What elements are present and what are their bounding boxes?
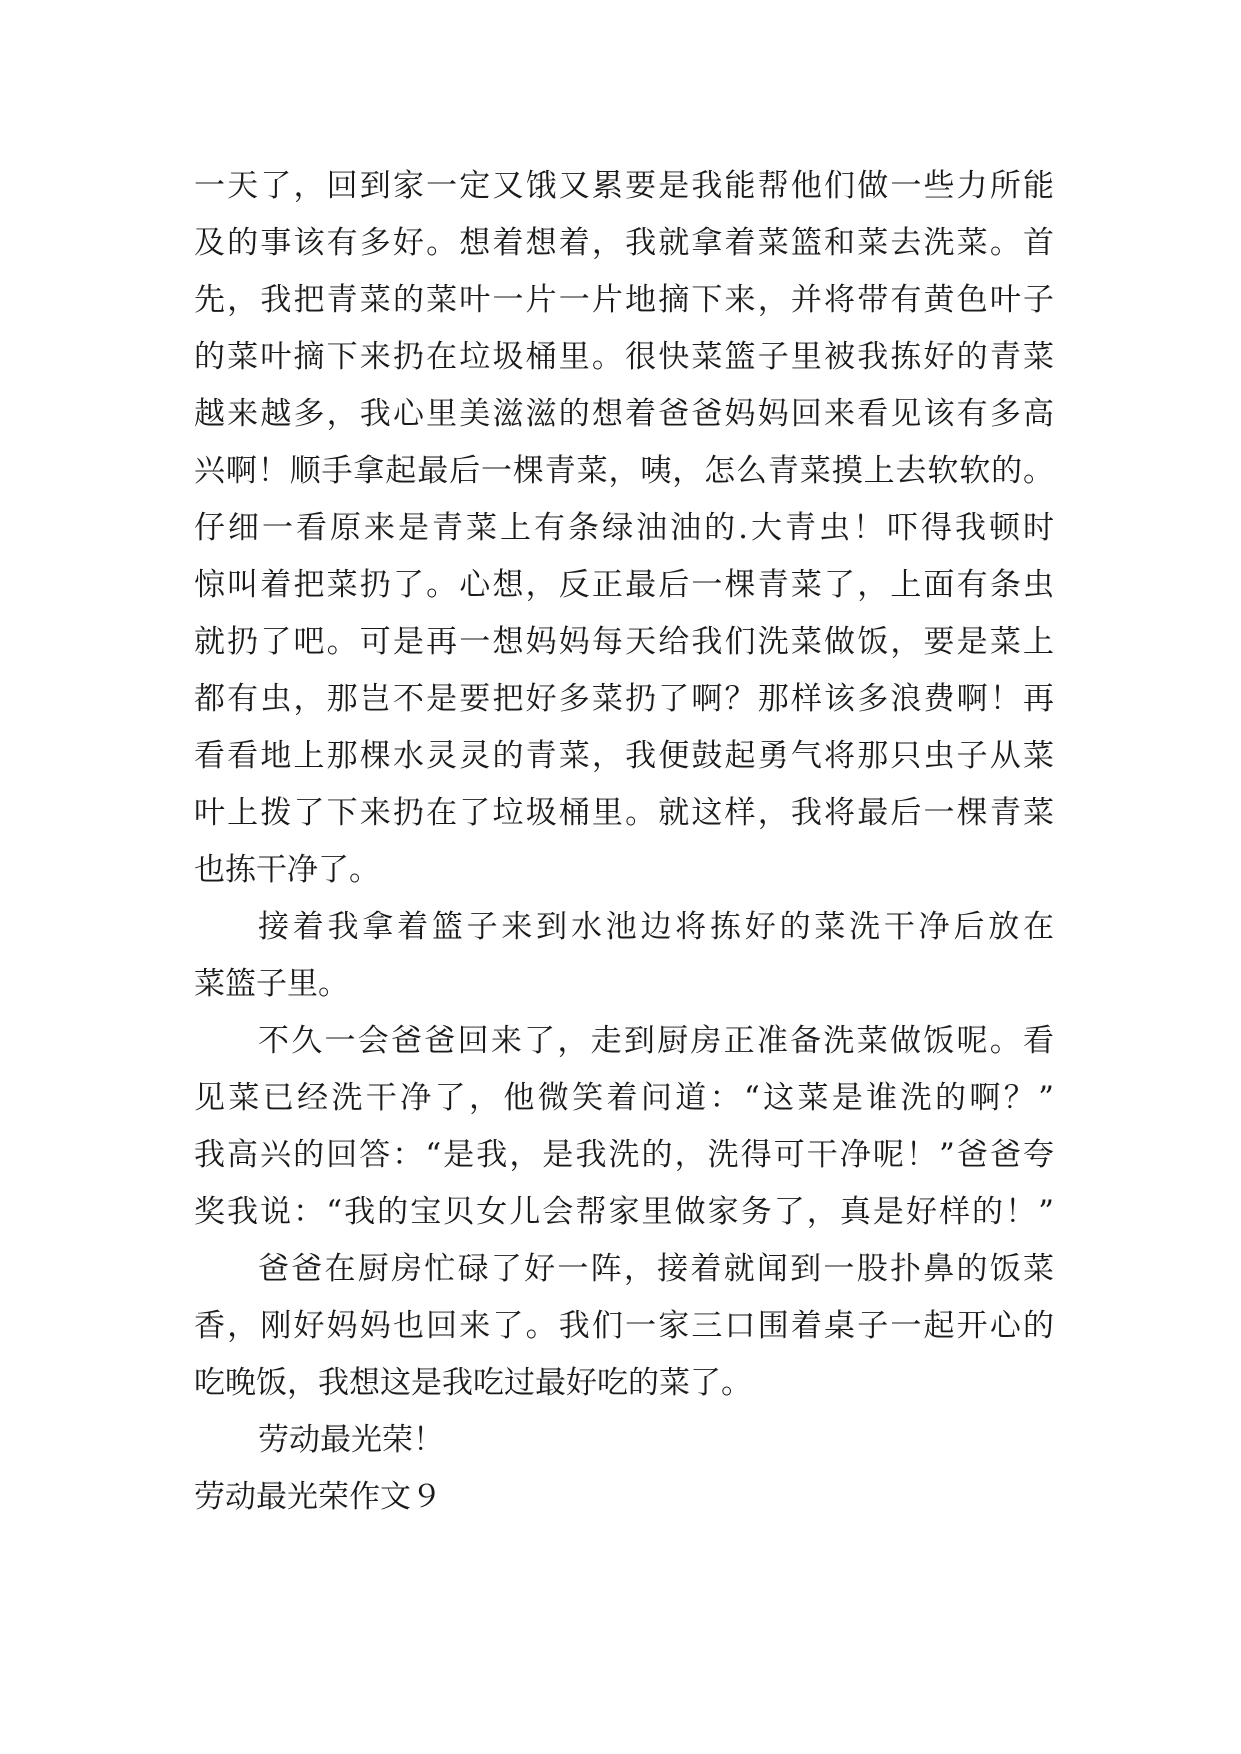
paragraph-line: 菜篮子里。 [194,966,349,1002]
paragraph-line: 接着我拿着篮子来到水池边将拣好的菜洗干净后放在 [258,909,1054,945]
paragraph-line: 香，刚好妈妈也回来了。我们一家三口围着桌子一起开心的 [194,1308,1054,1344]
paragraph-line: 奖我说：“我的宝贝女儿会帮家里做家务了，真是好样的！” [194,1194,1054,1230]
paragraph-line: 先，我把青菜的菜叶一片一片地摘下来，并将带有黄色叶子 [194,282,1054,318]
paragraph-line: 也拣干净了。 [194,852,380,888]
paragraph-line: 叶上拨了下来扔在了垃圾桶里。就这样，我将最后一棵青菜 [194,795,1054,831]
paragraph-line: 惊叫着把菜扔了。心想，反正最后一棵青菜了，上面有条虫 [194,567,1054,603]
paragraph-line: 劳动最光荣！ [258,1422,444,1458]
paragraph-line: 爸爸在厨房忙碌了好一阵，接着就闻到一股扑鼻的饭菜 [258,1251,1054,1287]
paragraph-line: 吃晚饭，我想这是我吃过最好吃的菜了。 [194,1365,752,1401]
next-essay-title: 劳动最光荣作文９ [194,1479,442,1515]
paragraph-line: 兴啊！顺手拿起最后一棵青菜，咦，怎么青菜摸上去软软的。 [194,453,1054,489]
paragraph-line: 一天了，回到家一定又饿又累要是我能帮他们做一些力所能 [194,168,1054,204]
paragraph-line: 看看地上那棵水灵灵的青菜，我便鼓起勇气将那只虫子从菜 [194,738,1054,774]
paragraph-line: 及的事该有多好。想着想着，我就拿着菜篮和菜去洗菜。首 [194,225,1054,261]
paragraph-line: 就扔了吧。可是再一想妈妈每天给我们洗菜做饭，要是菜上 [194,624,1054,660]
paragraph-line: 见菜已经洗干净了，他微笑着问道：“这菜是谁洗的啊？” [194,1080,1054,1116]
paragraph-line: 我高兴的回答：“是我，是我洗的，洗得可干净呢！”爸爸夸 [194,1137,1054,1173]
paragraph-line: 的菜叶摘下来扔在垃圾桶里。很快菜篮子里被我拣好的青菜 [194,339,1054,375]
paragraph-line: 仔细一看原来是青菜上有条绿油油的.大青虫！吓得我顿时 [194,510,1054,546]
paragraph-line: 越来越多，我心里美滋滋的想着爸爸妈妈回来看见该有多高 [194,396,1054,432]
paragraph-line: 都有虫，那岂不是要把好多菜扔了啊？那样该多浪费啊！再 [194,681,1054,717]
paragraph-line: 不久一会爸爸回来了，走到厨房正准备洗菜做饭呢。看 [258,1023,1054,1059]
